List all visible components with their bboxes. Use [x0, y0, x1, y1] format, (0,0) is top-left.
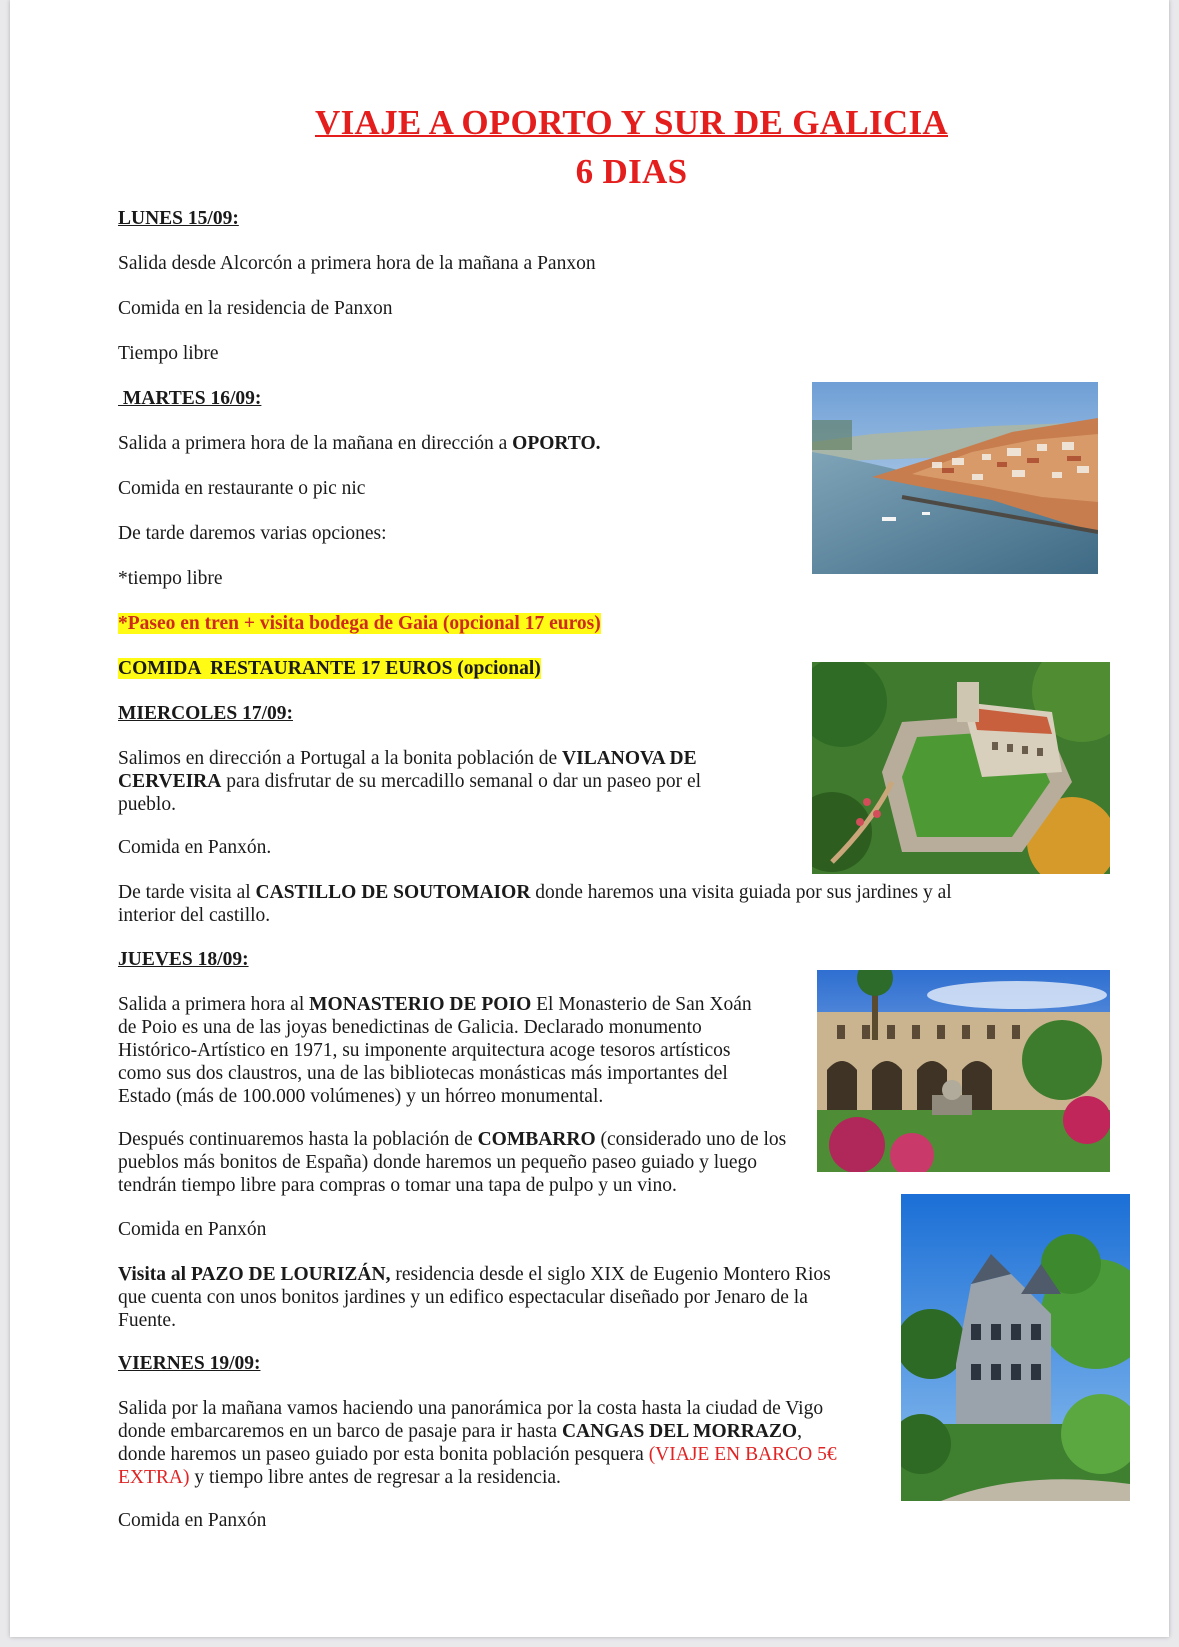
- day-heading-monday: LUNES 15/09:: [118, 208, 239, 229]
- day-heading-tuesday: MARTES 16/09:: [118, 388, 262, 409]
- wednesday-line-2: Comida en Panxón.: [118, 837, 272, 858]
- castle-soutomaior-photo: [812, 662, 1110, 874]
- document-title: VIAJE A OPORTO Y SUR DE GALICIA: [315, 103, 948, 142]
- tuesday-line-3: De tarde daremos varias opciones:: [118, 523, 387, 544]
- thursday-line-4: Visita al PAZO DE LOURIZÁN, residencia desde el siglo XIX de Eugenio Montero Rios que cuenta con unos bonitos jardines y un edifico espectacular diseñado por Jenaro de la Fuente.: [118, 1264, 831, 1331]
- document-subtitle: 6 DIAS: [575, 152, 688, 191]
- tuesday-line-2: Comida en restaurante o pic nic: [118, 478, 366, 499]
- pazo-lourizan-photo: [901, 1194, 1130, 1501]
- friday-line-1: Salida por la mañana vamos haciendo una panorámica por la costa hasta la ciudad de Vigo donde embarcaremos en un barco de pasaje para ir hasta CANGAS DEL MORRAZO, donde haremos un paseo guiado por esta bonita población pesquera (VIAJE EN BARCO 5€ EXTRA) y tiempo libre antes de regresar a la residencia.: [118, 1398, 837, 1488]
- friday-line-2: Comida en Panxón: [118, 1510, 267, 1531]
- monastery-poio-photo: [817, 970, 1110, 1172]
- porto-riverside-photo: [812, 382, 1098, 574]
- tuesday-optional-meal: COMIDA RESTAURANTE 17 EUROS (opcional): [118, 658, 541, 679]
- day-heading-wednesday: MIERCOLES 17/09:: [118, 703, 293, 724]
- thursday-line-1: Salida a primera hora al MONASTERIO DE POIO El Monasterio de San Xoán de Poio es una de las joyas benedictinas de Galicia. Declarado monumento Histórico-Artístico en 1971, su imponente arquitectura acoge tesoros artísticos como sus dos claustros, una de las bibliotecas monásticas más importantes del Estado (más de 100.000 volúmenes) y un hórreo monumental.: [118, 994, 752, 1107]
- wednesday-line-1: Salimos en dirección a Portugal a la bonita población de VILANOVA DE CERVEIRA para disfrutar de su mercadillo semanal o dar un paseo por el pueblo.: [118, 748, 702, 815]
- monday-line-1: Salida desde Alcorcón a primera hora de la mañana a Panxon: [118, 253, 596, 274]
- thursday-line-2: Después continuaremos hasta la población de COMBARRO (considerado uno de los pueblos más bonitos de España) donde haremos un pequeño paseo guiado y luego tendrán tiempo libre para compras o tomar una tapa de pulpo y un vino.: [118, 1129, 787, 1196]
- document-page: [10, 0, 1169, 1637]
- wednesday-line-3: De tarde visita al CASTILLO DE SOUTOMAIOR donde haremos una visita guiada por sus jardines y al interior del castillo.: [118, 882, 952, 926]
- monday-line-3: Tiempo libre: [118, 343, 219, 364]
- tuesday-line-1: Salida a primera hora de la mañana en dirección a OPORTO.: [118, 433, 601, 454]
- tuesday-line-4: *tiempo libre: [118, 568, 223, 589]
- tuesday-optional-train: *Paseo en tren + visita bodega de Gaia (opcional 17 euros): [118, 613, 601, 634]
- day-heading-thursday: JUEVES 18/09:: [118, 949, 249, 970]
- day-heading-friday: VIERNES 19/09:: [118, 1353, 261, 1374]
- monday-line-2: Comida en la residencia de Panxon: [118, 298, 393, 319]
- thursday-line-3: Comida en Panxón: [118, 1219, 267, 1240]
